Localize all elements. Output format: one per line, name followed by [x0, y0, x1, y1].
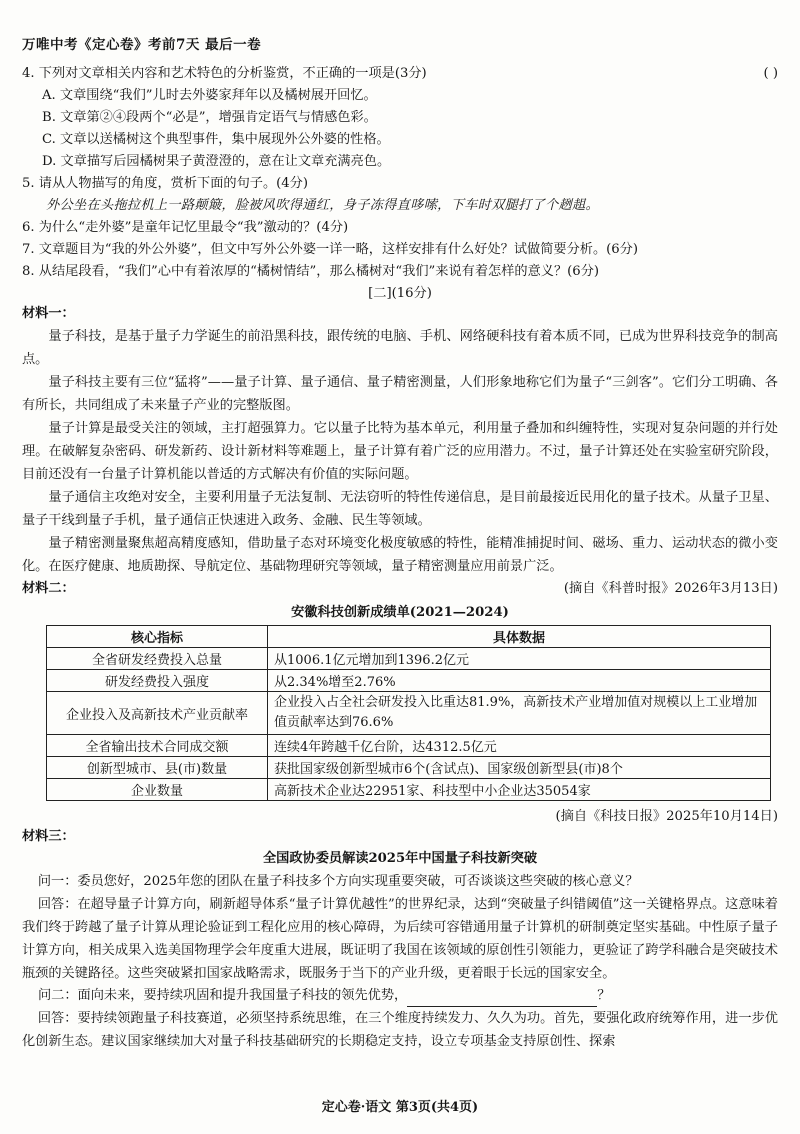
material-1-para-2: 量子科技主要有三位“猛将”——量子计算、量子通信、量子精密测量，人们形象地称它们为量子“三剑客”。它们分工明确、各有所长，共同组成了未来量子产业的完整版图。 — [22, 375, 778, 413]
material-1-title: 材料一： — [22, 306, 75, 321]
material-3-heading: 全国政协委员解读2025年中国量子科技新突破 — [262, 851, 538, 866]
interview-question-2 — [22, 985, 778, 1007]
material-2-title: 材料二： — [22, 581, 75, 596]
table-title: 安徽科技创新成绩单(2021—2024) — [291, 605, 509, 620]
table-cell-indicator: 企业投入及高新技术产业贡献率 — [47, 692, 268, 735]
question-6: 6. 为什么“走外婆”是童年记忆里最令“我”激动的？(4分) — [22, 220, 349, 235]
material-1-para-5: 量子精密测量聚焦超高精度感知，借助量子态对环境变化极度敏感的特性，能精准捕捉时间、磁场、重力、运动状态的微小变化。在医疗健康、地质勘探、导航定位、基础物理研究等领域，量子精密测量应用前景广泛。 — [22, 536, 778, 574]
section-heading: [二](16分) — [368, 286, 432, 301]
questions-block — [22, 63, 778, 305]
question-4-stem: 4. 下列对文章相关内容和艺术特色的分析鉴赏，不正确的一项是(3分) — [22, 66, 427, 81]
table-header-cell: 具体数据 — [268, 626, 771, 648]
table-cell-data: 获批国家级创新型城市6个(含试点)、国家级创新型县(市)8个 — [268, 757, 771, 779]
table-row — [47, 735, 771, 757]
fill-in-blank[interactable] — [407, 992, 597, 1007]
table-row — [47, 692, 771, 735]
interview-question-1: 问一：委员您好，2025年您的团队在量子科技多个方向实现重要突破，可否谈谈这些突破的核心意义？ — [37, 874, 639, 889]
question-2-text: 问二：面向未来，要持续巩固和提升我国量子科技的领先优势， — [38, 988, 408, 1003]
table-cell-indicator: 创新型城市、县(市)数量 — [47, 757, 268, 779]
table-cell-data: 从2.34%增至2.76% — [268, 670, 771, 692]
table-row — [47, 648, 771, 670]
material-2-source-wrap — [22, 806, 778, 828]
table-cell-data: 高新技术企业达22951家、科技型中小企业达35054家 — [268, 779, 771, 801]
material-3-title: 材料三： — [22, 829, 75, 844]
interview-answer-2: 回答：要持续领跑量子科技赛道，必须坚持系统思维，在三个维度持续发力、久久为功。首先，要强化政府统筹作用，进一步优化创新生态。建议国家继续加大对量子科技基础研究的长期稳定支持，设立专项基金支持原创性、探索 — [22, 1011, 778, 1049]
material-1-source: (摘自《科普时报》2026年3月13日) — [563, 581, 778, 596]
material-1 — [22, 303, 778, 600]
material-2 — [22, 578, 778, 624]
material-1-para-4: 量子通信主攻绝对安全，主要利用量子无法复制、无法窃听的特性传递信息，是目前最接近民用化的量子技术。从量子卫星、量子干线到量子手机，量子通信正快速进入政务、金融、民生等领域。 — [22, 490, 778, 528]
material-1-para-1: 量子科技，是基于量子力学诞生的前沿黑科技，跟传统的电脑、手机、网络硬科技有着本质不同，已成为世界科技竞争的制高点。 — [22, 329, 778, 367]
material-1-para-3: 量子计算是最受关注的领域，主打超强算力。它以量子比特为基本单元，利用量子叠加和纠缠特性，实现对复杂问题的并行处理。在破解复杂密码、研发新药、设计新材料等难题上，量子计算有着广泛的应用潜力。不过，量子计算还处在实验室研究阶段，目前还没有一台量子计算机能以普适的方式解决有价值的实际问题。 — [22, 421, 778, 482]
page-footer: 定心卷·语文 第3页(共4页) — [321, 1100, 479, 1115]
data-table — [46, 625, 771, 801]
option-b: B. 文章第②④段两个“必是”，增强肯定语气与情感色彩。 — [42, 110, 377, 125]
question-5: 5. 请从人物描写的角度，赏析下面的句子。(4分) — [22, 176, 309, 191]
table-cell-indicator: 全省输出技术合同成交额 — [47, 735, 268, 757]
table-cell-indicator: 全省研发经费投入总量 — [47, 648, 268, 670]
option-d: D. 文章描写后园橘树果子黄澄澄的，意在让文章充满亮色。 — [42, 154, 391, 169]
material-2-source: (摘自《科技日报》2025年10月14日) — [555, 809, 778, 824]
option-c: C. 文章以送橘树这个典型事件，集中展现外公外婆的性格。 — [42, 132, 390, 147]
table-row — [47, 757, 771, 779]
answer-paren: ( ) — [763, 66, 778, 81]
table-cell-indicator: 研发经费投入强度 — [47, 670, 268, 692]
table-header-row — [47, 626, 771, 648]
question-8: 8. 从结尾段看，“我们”心中有着浓厚的“橘树情结”，那么橘树对“我们”来说有着怎样的意义？(6分) — [22, 264, 600, 279]
question-2-end: ？ — [597, 988, 611, 1003]
question-5-quote: 外公坐在头拖拉机上一路颠簸，脸被风吹得通红，身子冻得直哆嗦，下车时双腿打了个趔趄。 — [46, 198, 599, 213]
table-header-cell: 核心指标 — [47, 626, 268, 648]
table-row — [47, 670, 771, 692]
interview-answer-1: 回答：在超导量子计算方向，刷新超导体系“量子计算优越性”的世界纪录，达到“突破量子纠错阈值”这一关键格界点。这意味着我们终于跨越了量子计算从理论验证到工程化应用的核心障碍，为后续可容错通用量子计算机的研制奠定坚实基础。中性原子量子计算方向，相关成果入选美国物理学会年度重大进展，既证明了我国在该领域的原创性引领能力，更验证了跨学科融合是突破技术瓶颈的关键路径。这些突破紧扣国家战略需求，既服务于当下的产业升级，更着眼于长远的国家安全。 — [22, 897, 778, 981]
table-cell-data: 企业投入占全社会研发投入比重达81.9%，高新技术产业增加值对规模以上工业增加值贡献率达到76.6% — [268, 692, 771, 735]
table-row — [47, 779, 771, 801]
page-header: 万唯中考《定心卷》考前7天 最后一卷 — [22, 37, 262, 53]
question-4 — [22, 63, 778, 85]
table-cell-data: 连续4年跨越千亿台阶，达4312.5亿元 — [268, 735, 771, 757]
material-3 — [22, 826, 778, 1053]
table-cell-data: 从1006.1亿元增加到1396.2亿元 — [268, 648, 771, 670]
option-a: A. 文章围绕“我们”儿时去外婆家拜年以及橘树展开回忆。 — [42, 88, 377, 103]
question-7: 7. 文章题目为“我的外公外婆”，但文中写外公外婆一详一略，这样安排有什么好处？试做简要分析。(6分) — [22, 242, 638, 257]
table-cell-indicator: 企业数量 — [47, 779, 268, 801]
